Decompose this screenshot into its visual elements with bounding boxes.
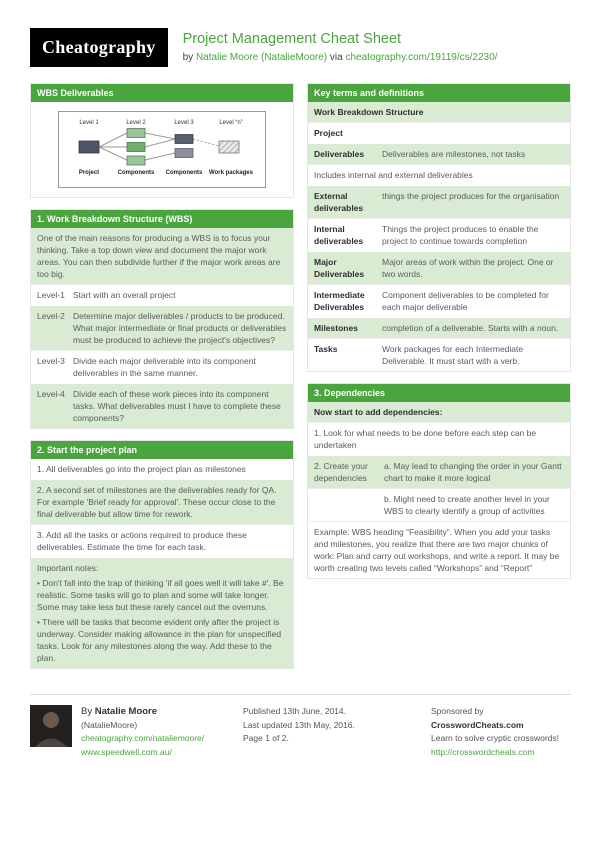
row-value: b. Might need to create another level in your WBS to clearly identify a group of activities [384, 494, 550, 516]
row-key: Level-2 [37, 311, 65, 321]
wbs-header: 1. Work Breakdown Structure (WBS) [31, 210, 293, 228]
author-handle: (NatalieMoore) [81, 719, 138, 730]
row-key: Level-3 [37, 356, 65, 366]
wbs-row-level-2 [31, 305, 293, 350]
term-key: Milestones [314, 323, 358, 333]
wbs-intro: One of the main reasons for producing a WBS is to focus your thinking. Take a top down view and document the major work areas. You can then subdivide further if the major work areas are too big. [31, 228, 293, 284]
dependencies-step-2a [308, 455, 570, 488]
term-value: Deliverables are milestones, not tasks [382, 149, 526, 159]
wbs-deliverables-header: WBS Deliverables [31, 84, 293, 102]
footer [30, 694, 571, 759]
dependencies-step-1: 1. Look for what needs to be done before each step can be undertaken [308, 422, 570, 455]
footer-by-label: By [81, 706, 93, 717]
sponsor-label: Sponsored by [431, 706, 484, 716]
term-row-internal [308, 218, 570, 251]
term-key: Internal deliverables [314, 224, 364, 246]
sheet-url-link[interactable]: cheatography.com/19119/cs/2230/ [345, 52, 498, 63]
header [30, 28, 571, 67]
sponsor-tagline: Learn to solve cryptic crosswords! [431, 733, 560, 743]
sponsor-line [431, 705, 571, 732]
term-heading-project: Project [308, 122, 570, 143]
term-value: Work packages for each Intermediate Deliverable. It must start with a verb. [382, 344, 524, 366]
diagram-caption: Components [117, 170, 155, 176]
sponsor-url-link[interactable]: http://crosswordcheats.com [431, 746, 535, 757]
footer-author [30, 705, 225, 759]
plan-step-3: 3. Add all the tasks or actions required to produce these deliverables. Estimate the time for each task. [31, 524, 293, 557]
term-key: Tasks [314, 344, 338, 354]
plan-step-2: 2. A second set of milestones are the deliverables ready for QA. For example 'Brief ready for approval'. These occur close to the final deliverable but allow time for rework. [31, 479, 293, 524]
row-key: Level-4 [37, 389, 65, 399]
author-link[interactable]: Natalie Moore (NatalieMoore) [195, 52, 328, 63]
row-value: Divide each major deliverable into its component deliverables in the same manner. [73, 356, 256, 378]
author-name: Natalie Moore [94, 706, 158, 717]
diagram-work-package-box [219, 141, 239, 153]
right-column [307, 83, 571, 590]
page-number: Page 1 of 2. [243, 733, 289, 743]
wbs-block [30, 209, 294, 429]
term-row-major [308, 251, 570, 284]
diagram-level-label: Level “n” [219, 120, 243, 126]
cheatography-logo[interactable]: Cheatography [30, 28, 168, 67]
diagram-level-label: Level 2 [126, 120, 146, 126]
wbs-diagram-graphic [67, 116, 257, 178]
project-plan-header: 2. Start the project plan [31, 441, 293, 459]
wbs-diagram-row [31, 102, 293, 197]
dependencies-example: Example: WBS heading “Feasibility”. When you add your tasks and milestones, you realize that there are two major chunks of work: Plan and carry out workshops, and write a report. It may be worth creating two levels called “Workshops” and “Report” [308, 521, 570, 578]
diagram-caption: Work packages [209, 170, 253, 176]
author-website-link[interactable]: www.speedwell.com.au/ [81, 746, 172, 757]
term-note: Includes internal and external deliverables [308, 164, 570, 185]
dependencies-step-2b [308, 488, 570, 521]
term-key: Intermediate Deliverables [314, 290, 365, 312]
term-row-external [308, 185, 570, 218]
published-date: Published 13th June, 2014. [243, 706, 347, 716]
term-row-milestones [308, 317, 570, 338]
row-value: Determine major deliverables / products to be produced. What major intermediate or final products or deliverables must be produced to achieve the project's objectives? [73, 311, 287, 345]
term-value: things the project produces for the organisation [382, 191, 560, 201]
row-key-empty [314, 493, 378, 517]
byline [183, 52, 498, 63]
term-value: Component deliverables to be completed for each major deliverable [382, 290, 549, 312]
sponsor-name-link[interactable]: CrosswordCheats.com [431, 719, 524, 730]
row-key: Level-1 [37, 290, 65, 300]
term-value: Major areas of work within the project. One or two words. [382, 257, 554, 279]
by-label: by [182, 52, 194, 63]
key-terms-header: Key terms and definitions [308, 84, 570, 102]
updated-date: Last updated 13th May, 2016. [243, 719, 355, 730]
plan-notes [31, 557, 293, 668]
row-value: Divide each of these work pieces into its component tasks. What deliverables must I have to complete these components? [73, 389, 281, 423]
term-row-intermediate [308, 284, 570, 317]
dependencies-block [307, 383, 571, 579]
plan-step-1: 1. All deliverables go into the project plan as milestones [31, 459, 293, 479]
plan-note-1: • Don't fall into the trap of thinking 'if all goes well it will take #'. Be realistic. Some tasks will go to plan and some will take longer. Some may take less but these rarely cancel out the overruns. [37, 578, 284, 612]
key-terms-block [307, 83, 571, 372]
diagram-caption: Project [78, 170, 100, 176]
term-key: External deliverables [314, 191, 364, 213]
term-value: completion of a deliverable. Starts with a noun. [382, 323, 559, 333]
term-row-tasks [308, 338, 570, 371]
diagram-caption: Components [165, 170, 203, 176]
footer-author-text [81, 705, 204, 759]
footer-byline [81, 705, 204, 719]
author-avatar[interactable] [30, 705, 72, 747]
via-label: via [329, 52, 343, 63]
left-column [30, 83, 294, 680]
avatar-image [30, 705, 72, 747]
dependencies-header: 3. Dependencies [308, 384, 570, 402]
wbs-row-level-4 [31, 383, 293, 428]
plan-note-2: • There will be tasks that become evident only after the project is underway. Consider making allowance in the plan for unspecified tasks. Look for any milestones along the way. Add these to the plan. [37, 617, 282, 663]
dependencies-lead: Now start to add dependencies: [308, 402, 570, 422]
project-plan-block [30, 440, 294, 669]
header-text [183, 28, 498, 63]
footer-meta [243, 705, 413, 759]
footer-sponsor [431, 705, 571, 759]
term-heading-wbs: Work Breakdown Structure [308, 102, 570, 122]
wbs-deliverables-block [30, 83, 294, 198]
wbs-row-level-3 [31, 350, 293, 383]
term-key: Deliverables [314, 149, 365, 159]
row-key: 2. Create your dependencies [314, 461, 368, 483]
plan-notes-title: Important notes: [37, 563, 99, 573]
diagram-project-box [79, 141, 99, 153]
row-value: Start with an overall project [73, 290, 176, 300]
diagram-level-label: Level 3 [174, 120, 194, 126]
term-value: Things the project produces to enable the project to continue towards completion [382, 224, 539, 246]
wbs-diagram-frame [58, 111, 266, 188]
sheet-title: Project Management Cheat Sheet [182, 31, 402, 47]
term-row-deliverables [308, 143, 570, 164]
row-value: a. May lead to changing the order in your Gantt chart to make it more logical [384, 461, 562, 483]
diagram-level-label: Level 1 [79, 120, 99, 126]
content-columns [30, 83, 571, 680]
term-key: Major Deliverables [314, 257, 365, 279]
wbs-row-level-1 [31, 284, 293, 305]
author-profile-link[interactable]: cheatography.com/nataliemoore/ [81, 733, 205, 743]
